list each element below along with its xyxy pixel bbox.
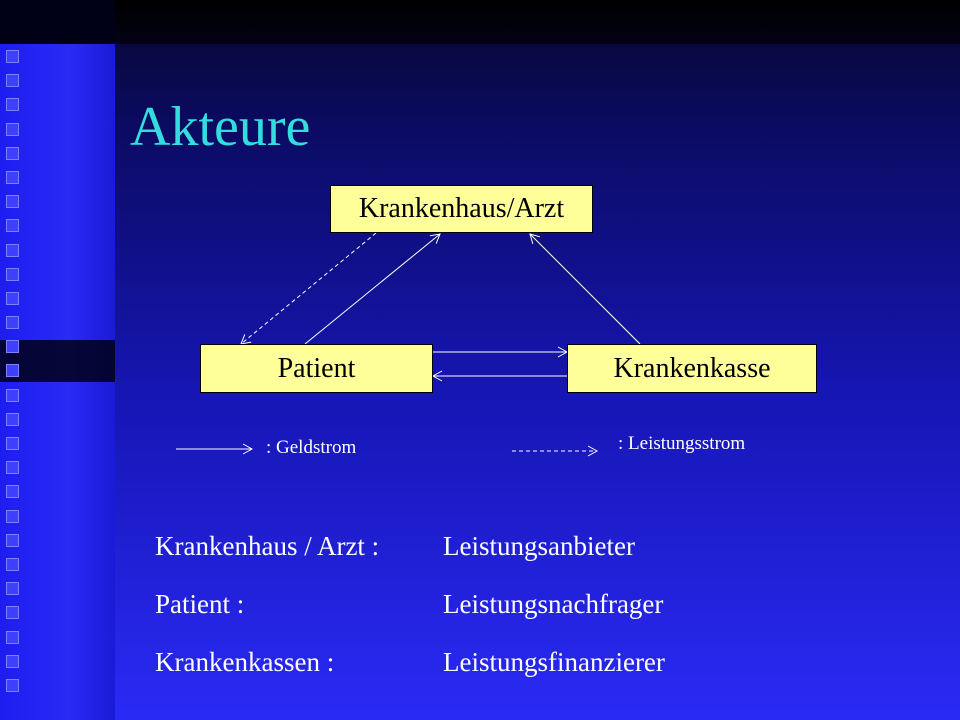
node-insurer: Krankenkasse <box>567 344 817 393</box>
legend-money-flow-label: : Geldstrom <box>266 437 357 458</box>
definition-term: Patient : <box>155 589 245 619</box>
node-patient: Patient <box>200 344 433 393</box>
definition-term: Krankenkassen : <box>155 647 335 677</box>
definition-role: Leistungsnachfrager <box>443 589 664 619</box>
legend-service-flow-label: : Leistungsstrom <box>618 433 746 454</box>
definition-role: Leistungsanbieter <box>443 531 635 561</box>
definition-role: Leistungsfinanzierer <box>443 647 665 677</box>
money-flow-arrow-patient-to-hospital <box>305 234 440 344</box>
definition-term: Krankenhaus / Arzt : <box>155 531 380 561</box>
slide-title: Akteure <box>130 96 311 158</box>
node-hospital: Krankenhaus/Arzt <box>330 185 593 233</box>
service-flow-arrow-hospital-to-patient <box>241 233 376 344</box>
money-flow-arrow-insurer-to-hospital <box>530 234 640 344</box>
